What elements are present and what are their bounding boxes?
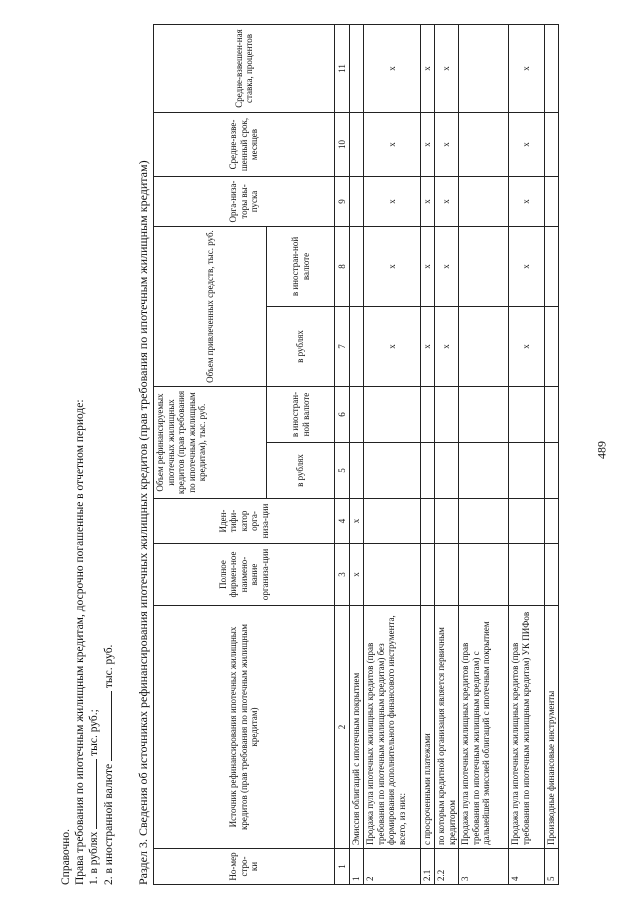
table-cell [509, 544, 545, 606]
raised-rubles-header: в рублях [267, 307, 335, 387]
table-cell: x [350, 544, 364, 606]
column-number: 8 [335, 227, 350, 307]
page-number: 489 [594, 441, 609, 459]
table-cell [545, 25, 559, 113]
table-cell [459, 544, 509, 606]
reference-label: Справочно. [60, 828, 72, 885]
row-label: с просроченными платежами [421, 606, 435, 849]
table-cell: x [435, 25, 459, 113]
table-cell: x [435, 177, 459, 227]
column-number: 10 [335, 113, 350, 177]
table-cell [545, 544, 559, 606]
section-title: Раздел 3. Сведения об источниках рефинансирования ипотечных жилищных кредитов (прав требования по ипотечным жилищным кредитам) [136, 160, 150, 885]
table-cell [459, 177, 509, 227]
refinanced-rubles-header: в рублях [267, 443, 335, 499]
row-number: 4 [509, 849, 545, 885]
foreign-fill-line [102, 691, 112, 761]
column-number: 9 [335, 177, 350, 227]
column-number: 2 [335, 606, 350, 849]
foreign-unit: тыс. руб. [102, 644, 115, 689]
table-cell: x [509, 227, 545, 307]
table-cell: x [350, 499, 364, 544]
table-cell [350, 307, 364, 387]
column-numbers-row [335, 25, 350, 885]
table-cell [350, 113, 364, 177]
table-cell: x [421, 113, 435, 177]
rubles-label: 1. в рублях [88, 831, 100, 885]
table-row [435, 25, 459, 885]
table-cell [364, 443, 421, 499]
col-avg-term-header: Средне-взве-шенный срок, месяцев [154, 113, 335, 177]
foreign-label: 2. в иностранной валюте [102, 763, 115, 885]
table-cell [421, 443, 435, 499]
row-label: Производные финансовые инструменты [545, 606, 559, 849]
table-cell: x [421, 307, 435, 387]
table-cell [545, 387, 559, 443]
table-cell [350, 387, 364, 443]
table-row [364, 25, 421, 885]
rotated-page-content [0, 25, 630, 885]
table-cell [364, 387, 421, 443]
row-label: Эмиссия облигаций с ипотечным покрытием [350, 606, 364, 849]
row-number: 2.1 [421, 849, 435, 885]
row-label: по которым кредитной организация является первичным кредитором [435, 606, 459, 849]
table-row [459, 25, 509, 885]
table-cell: x [509, 25, 545, 113]
table-cell [435, 499, 459, 544]
table-cell [459, 387, 509, 443]
table-cell: x [364, 227, 421, 307]
row-number: 3 [459, 849, 509, 885]
table-cell [545, 307, 559, 387]
col-source-header: Источник рефинансирования ипотечных жилищных кредитов (прав требования по ипотечным жилищным кредитам) [154, 606, 335, 849]
col-organizers-header: Орга-низа-торы вы-пуска [154, 177, 335, 227]
col-org-name-header: Полное фирмен-ное наимено-вание организа-ции [154, 544, 335, 606]
table-cell [350, 25, 364, 113]
column-number: 7 [335, 307, 350, 387]
header-row [154, 25, 267, 885]
table-cell [509, 387, 545, 443]
table-cell [459, 307, 509, 387]
table-cell [435, 387, 459, 443]
table-cell: x [421, 25, 435, 113]
reference-block [60, 399, 116, 885]
table-cell: x [421, 227, 435, 307]
table-cell [364, 544, 421, 606]
table-cell [435, 544, 459, 606]
rubles-fill-line [87, 759, 97, 829]
table-cell [459, 113, 509, 177]
table-cell [545, 499, 559, 544]
table-row [421, 25, 435, 885]
table-cell [545, 113, 559, 177]
col-avg-rate-header: Средне-взвешен-ная ставка, процентов [154, 25, 335, 113]
table-cell: x [509, 307, 545, 387]
row-number: 2 [364, 849, 421, 885]
table-cell [459, 443, 509, 499]
refinanced-foreign-header: в иностран-ной валюте [267, 387, 335, 443]
table-cell: x [421, 177, 435, 227]
table-cell: x [509, 113, 545, 177]
foreign-line [102, 399, 117, 885]
col-refinanced-volume-header: Объем рефинансируемых ипотечных жилищных кредитов (прав требования по ипотечным жилищным кредитам), тыс. руб. [154, 387, 267, 499]
table-cell [421, 387, 435, 443]
row-number: 5 [545, 849, 559, 885]
table-cell: x [364, 25, 421, 113]
column-number: 1 [335, 849, 350, 885]
table-cell [435, 443, 459, 499]
column-number: 3 [335, 544, 350, 606]
table-cell: x [364, 307, 421, 387]
prepaid-title: Права требования по ипотечным жилищным кредитам, досрочно погашенные в отчетном периоде: [73, 399, 86, 885]
table-cell [545, 227, 559, 307]
refinancing-table [153, 24, 559, 885]
table-cell: x [435, 113, 459, 177]
table-cell: x [509, 177, 545, 227]
table-cell: x [364, 113, 421, 177]
table-cell [509, 443, 545, 499]
table-cell [364, 499, 421, 544]
table-cell [421, 544, 435, 606]
table-cell [459, 25, 509, 113]
table-cell: x [364, 177, 421, 227]
table-cell [545, 177, 559, 227]
table-cell [350, 443, 364, 499]
col-org-id-header: Иден-тифи-катор орга-низа-ции [154, 499, 335, 544]
row-label: Продажа пула ипотечных жилищных кредитов (прав требования по ипотечным жилищным кредитам) УК ПИФов [509, 606, 545, 849]
table-cell: x [435, 227, 459, 307]
table-cell [509, 499, 545, 544]
table-cell [545, 443, 559, 499]
table-cell [350, 177, 364, 227]
table-row [509, 25, 545, 885]
row-label: Продажа пула ипотечных жилищных кредитов (прав требования по ипотечным жилищным кредитам) с дальнейшей эмиссией облигаций с ипотечным покрытием [459, 606, 509, 849]
column-number: 11 [335, 25, 350, 113]
table-cell [421, 499, 435, 544]
table-row [350, 25, 364, 885]
table-cell [459, 227, 509, 307]
table-row [545, 25, 559, 885]
raised-foreign-header: в иностран-ной валюте [267, 227, 335, 307]
row-number: 1 [350, 849, 364, 885]
column-number: 4 [335, 499, 350, 544]
rubles-unit: тыс. руб.; [88, 709, 100, 756]
col-raised-volume-header: Объем привлеченных средств, тыс. руб. [154, 227, 267, 387]
table-cell: x [435, 307, 459, 387]
column-number: 6 [335, 387, 350, 443]
column-number: 5 [335, 443, 350, 499]
rubles-line [87, 399, 102, 885]
row-number: 2.2 [435, 849, 459, 885]
table-cell [350, 227, 364, 307]
row-label: Продажа пула ипотечных жилищных кредитов (прав требования по ипотечным жилищным кредитам) без формирования дополнительного финансового инструмента, всего, из них: [364, 606, 421, 849]
col-row-number-header: Но-мер стро-ки [154, 849, 335, 885]
table-body [350, 25, 559, 885]
table-cell [459, 499, 509, 544]
